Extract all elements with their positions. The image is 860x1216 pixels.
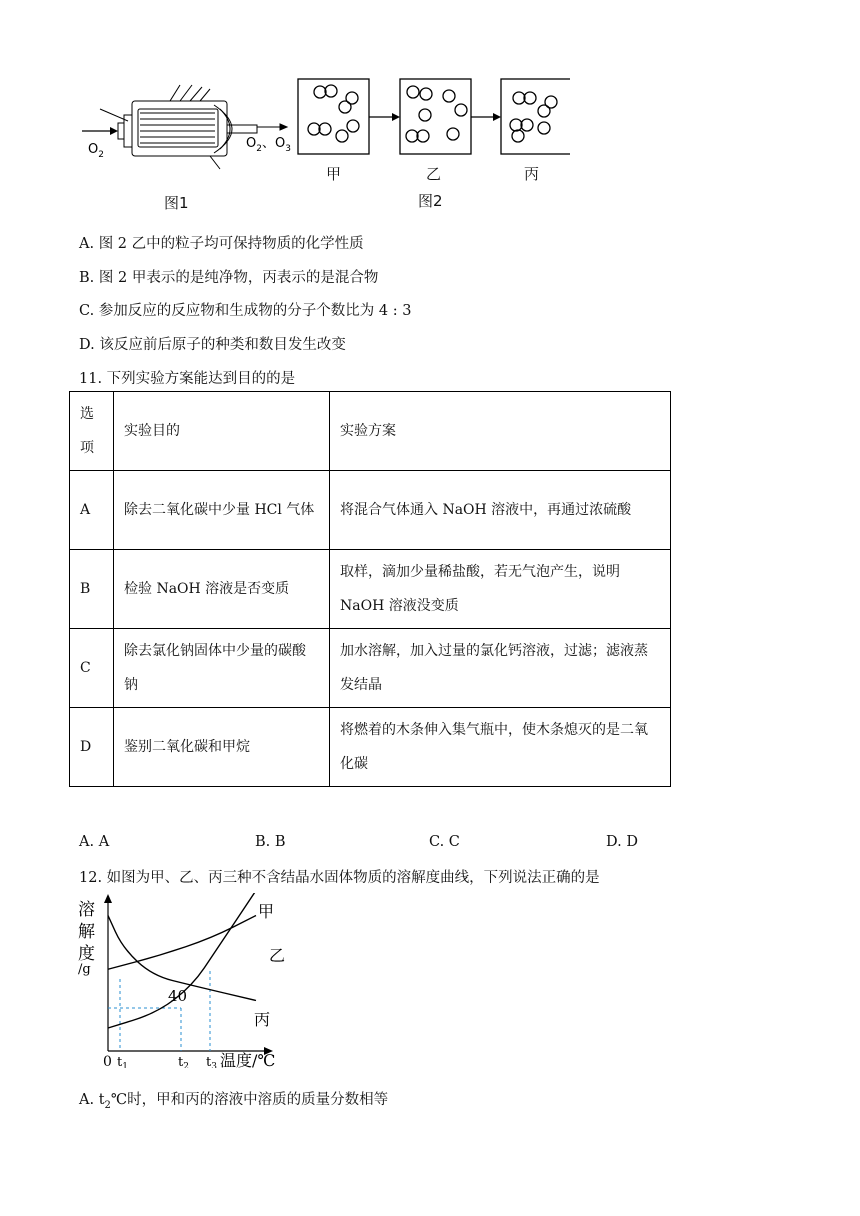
tick-t2: $t_2$ (178, 1055, 189, 1068)
table-header-row (70, 392, 671, 471)
particle-box-bing (501, 79, 570, 154)
annotation-40: 40 (168, 987, 188, 1005)
ylabel-line1: 溶 (78, 900, 95, 920)
row-goal: 除去氯化钠固体中少量的碳酸钠 (114, 629, 330, 708)
table-row (70, 550, 671, 629)
box-label-bing: 丙 (524, 165, 540, 183)
row-plan: 加水溶解，加入过量的氯化钙溶液，过滤；滤液蒸发结晶 (330, 629, 671, 708)
ylabel-line2: 解 (78, 922, 95, 942)
q10-option-c: C. 参加反应的反应物和生成物的分子个数比为 4 : 3 (79, 303, 412, 319)
particle-box-yi (400, 79, 471, 154)
box-label-jia: 甲 (326, 165, 342, 183)
series-label-bing: 丙 (254, 1010, 271, 1029)
row-option: C (70, 629, 114, 708)
solubility-chart (74, 893, 294, 1068)
answer-a: A. A (79, 834, 110, 850)
figure-area (70, 65, 570, 215)
x-axis-label: 温度/℃ (220, 1051, 276, 1068)
row-option: D (70, 708, 114, 787)
table-row (70, 708, 671, 787)
inlet-label: $O_2$ (88, 142, 104, 160)
row-plan: 将混合气体通入 NaOH 溶液中，再通过浓硫酸 (330, 471, 671, 550)
q11-table (69, 391, 671, 787)
row-goal: 除去二氧化碳中少量 HCl 气体 (114, 471, 330, 550)
fig1-caption: 图1 (164, 194, 189, 212)
box-label-yi: 乙 (426, 165, 442, 183)
q10-option-b: B. 图 2 甲表示的是纯净物，丙表示的是混合物 (79, 270, 379, 286)
series-label-jia: 甲 (258, 902, 275, 921)
row-plan: 将燃着的木条伸入集气瓶中，使木条熄灭的是二氧化碳 (330, 708, 671, 787)
series-label-yi: 乙 (269, 946, 286, 965)
row-option: B (70, 550, 114, 629)
row-goal: 检验 NaOH 溶液是否变质 (114, 550, 330, 629)
answer-b: B. B (255, 834, 286, 850)
solubility-chart-svg (74, 893, 294, 1068)
row-goal: 鉴别二氧化碳和甲烷 (114, 708, 330, 787)
table-row (70, 471, 671, 550)
arrow-yi-to-bing (471, 113, 501, 121)
tick-t1: $t_1$ (117, 1055, 128, 1068)
y-axis-arrow-icon (104, 894, 112, 903)
origin-label: 0 (103, 1054, 112, 1068)
header-option: 选 项 (70, 392, 114, 471)
arrow-jia-to-yi (369, 113, 400, 121)
row-plan: 取样，滴加少量稀盐酸，若无气泡产生，说明 NaOH 溶液没变质 (330, 550, 671, 629)
curve-jia (108, 893, 256, 1028)
ozone-generator-icon (100, 85, 287, 169)
table-row (70, 629, 671, 708)
row-option: A (70, 471, 114, 550)
particle-box-jia (298, 79, 369, 154)
fig2-caption: 图2 (418, 192, 443, 210)
ylabel-line4: /g (78, 962, 91, 977)
tick-t3: $t_3$ (206, 1055, 217, 1068)
q12-option-a: A. $t_2℃$时，甲和丙的溶液中溶质的质量分数相等 (79, 1092, 389, 1111)
q10-option-a: A. 图 2 乙中的粒子均可保持物质的化学性质 (79, 236, 364, 252)
header-goal: 实验目的 (114, 392, 330, 471)
answer-c: C. C (429, 834, 460, 850)
curves (108, 893, 256, 1028)
inlet-arrow (82, 127, 118, 135)
apparatus-and-particles-diagram (70, 65, 570, 215)
ylabel-line3: 度 (78, 944, 95, 964)
q12-stem: 12. 如图为甲、乙、丙三种不含结晶水固体物质的溶解度曲线，下列说法正确的是 (79, 870, 600, 886)
q10-option-d: D. 该反应前后原子的种类和数目发生改变 (79, 337, 346, 353)
header-plan: 实验方案 (330, 392, 671, 471)
answer-d: D. D (606, 834, 638, 850)
q11-stem: 11. 下列实验方案能达到目的的是 (79, 371, 296, 387)
outlet-label: $O_2$、$O_3$ (246, 136, 291, 154)
dashed-guides (108, 971, 210, 1051)
